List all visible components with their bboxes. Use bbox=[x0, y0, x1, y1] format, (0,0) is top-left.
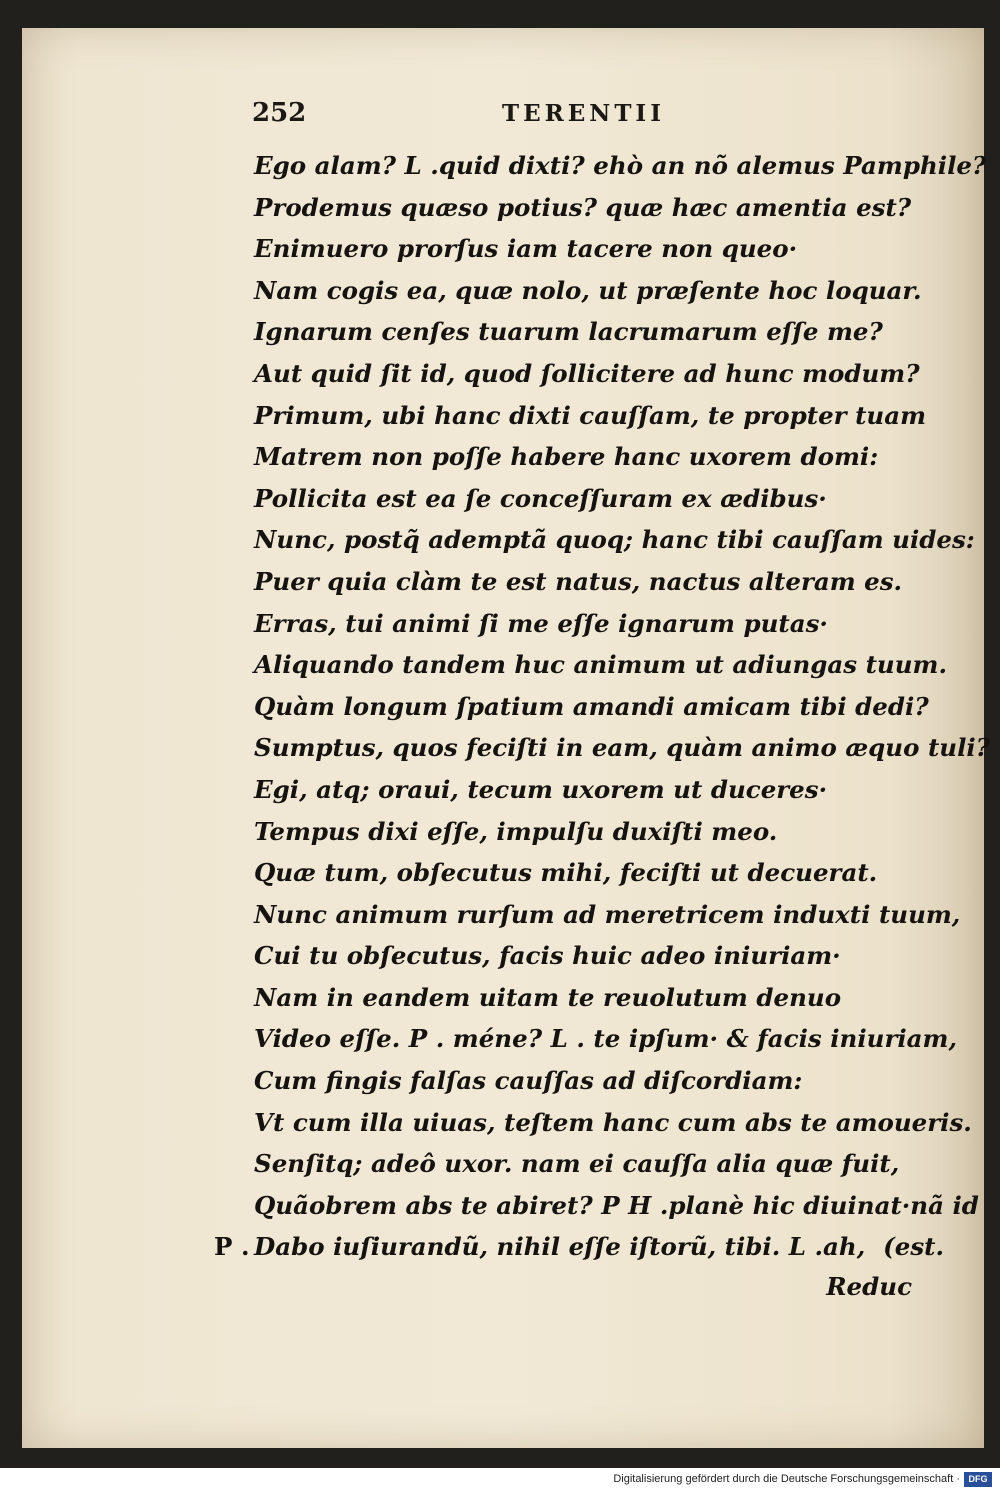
verse-text: Aliquando tandem huc animum ut adiungas tuum. bbox=[254, 650, 948, 680]
verse-text: Ego alam? L .quid dixti? ehò an nõ alemus Pamphile? bbox=[254, 151, 987, 180]
speaker-label bbox=[214, 228, 254, 270]
verse-line bbox=[214, 1143, 944, 1185]
verse-text: Tempus dixi eſſe, impulſu duxiſti meo. bbox=[254, 816, 778, 846]
speaker-label bbox=[214, 894, 254, 936]
verse-text: Nam cogis ea, quæ nolo, ut præſente hoc loquar. bbox=[254, 275, 922, 305]
verse-line bbox=[214, 1226, 944, 1268]
verse-line bbox=[214, 1185, 979, 1227]
speaker-label bbox=[214, 561, 254, 603]
verse-text: Matrem non poſſe habere hanc uxorem domi: bbox=[254, 442, 879, 472]
speaker-label bbox=[214, 519, 254, 561]
verse-text: Puer quia clàm te est natus, nactus alteram es. bbox=[254, 566, 903, 596]
catchword: Reduc bbox=[826, 1272, 912, 1301]
speaker-label bbox=[214, 727, 254, 769]
verse-line bbox=[214, 311, 944, 353]
speaker-label: P . bbox=[214, 1232, 250, 1262]
verse-text: Erras, tui animi ſi me eſſe ignarum putas· bbox=[254, 608, 828, 638]
speaker-label bbox=[214, 270, 254, 312]
verse-line bbox=[214, 769, 944, 811]
verse-text: Nunc animum rurſum ad meretricem induxti tuum, bbox=[254, 899, 961, 929]
speaker-label bbox=[214, 769, 254, 811]
verse-line bbox=[214, 977, 944, 1019]
verse-text: Video eſſe. P . méne? L . te ipſum· & facis iniuriam, bbox=[254, 1024, 958, 1054]
verse-text: Egi, atq; oraui, tecum uxorem ut duceres· bbox=[254, 774, 828, 804]
verse-text: Quàm longum ſpatium amandi amicam tibi dedi? bbox=[254, 691, 929, 721]
verse-line bbox=[214, 1018, 958, 1060]
speaker-label bbox=[214, 395, 254, 437]
verse-line bbox=[214, 1102, 972, 1144]
verse-line bbox=[214, 436, 944, 478]
verse-line bbox=[214, 519, 975, 561]
footer-bar bbox=[0, 1468, 1000, 1492]
funding-credit: Digitalisierung gefördert durch die Deutsche Forschungsgemeinschaft · bbox=[613, 1473, 960, 1485]
verse-text: Primum, ubi hanc dixti cauſſam, te propter tuam bbox=[254, 400, 927, 430]
verse-line bbox=[214, 852, 944, 894]
verse-text: Sumptus, quos feciſti in eam, quàm animo æquo tuli? bbox=[254, 733, 991, 763]
verse-text: Vt cum illa uiuas, teſtem hanc cum abs te amoueris. bbox=[254, 1107, 972, 1137]
speaker-label bbox=[214, 1018, 254, 1060]
verse-line bbox=[214, 935, 944, 977]
speaker-label bbox=[214, 977, 254, 1019]
verse-text: Quæ tum, obſecutus mihi, feciſti ut decuerat. bbox=[254, 858, 878, 888]
verse-text: Cum fingis falſas cauſſas ad diſcordiam: bbox=[254, 1066, 803, 1096]
verse-line bbox=[214, 561, 944, 603]
verse-line bbox=[214, 353, 944, 395]
verse-line bbox=[214, 894, 961, 936]
speaker-label bbox=[214, 1185, 254, 1227]
speaker-label bbox=[214, 603, 254, 645]
verse-text: Nam in eandem uitam te reuolutum denuo bbox=[254, 982, 842, 1012]
verse-text-turnover: (est. bbox=[883, 1232, 944, 1262]
speaker-label bbox=[214, 1143, 254, 1185]
verse-text bbox=[254, 1226, 944, 1268]
speaker-label bbox=[214, 478, 254, 520]
speaker-label bbox=[214, 852, 254, 894]
speaker-label bbox=[214, 1102, 254, 1144]
speaker-label bbox=[214, 1060, 254, 1102]
verse-line bbox=[214, 145, 987, 187]
verse-line bbox=[214, 811, 944, 853]
speaker-label bbox=[214, 935, 254, 977]
verse-line bbox=[214, 187, 944, 229]
speaker-label bbox=[214, 811, 254, 853]
running-title: TERENTII bbox=[502, 100, 665, 127]
page-header bbox=[252, 98, 952, 138]
page-number: 252 bbox=[252, 98, 307, 128]
speaker-label bbox=[214, 311, 254, 353]
verse-line bbox=[214, 228, 944, 270]
verse-text: Enimuero prorſus iam tacere non queo· bbox=[254, 234, 798, 264]
speaker-label bbox=[214, 145, 254, 187]
speaker-label bbox=[214, 686, 254, 728]
verse-text: Prodemus quæso potius? quæ hæc amentia est? bbox=[254, 192, 912, 222]
verse-text: Quãobrem abs te abiret? P H .planè hic diuinat·nã id bbox=[254, 1190, 979, 1220]
verse-text: Pollicita est ea ſe conceſſuram ex ædibus· bbox=[254, 483, 827, 513]
verse-line bbox=[214, 603, 944, 645]
verse-text: Aut quid ſit id, quod ſollicitere ad hunc modum? bbox=[254, 358, 920, 388]
verse-line bbox=[214, 727, 991, 769]
verse-text: Cui tu obſecutus, facis huic adeo iniuriam· bbox=[254, 941, 841, 971]
verse-line bbox=[214, 686, 944, 728]
verse-text: Ignarum cenſes tuarum lacrumarum eſſe me? bbox=[254, 317, 883, 347]
verse-text: Senſitq; adeô uxor. nam ei cauſſa alia quæ fuit, bbox=[254, 1149, 900, 1179]
verse-line bbox=[214, 395, 944, 437]
speaker-label bbox=[214, 436, 254, 478]
verse-text-main: Dabo iuſiurandũ, nihil eſſe iſtorũ, tibi. L .ah, bbox=[254, 1232, 866, 1262]
speaker-label bbox=[214, 353, 254, 395]
speaker-label bbox=[214, 187, 254, 229]
verse-line bbox=[214, 1060, 944, 1102]
speaker-label bbox=[214, 644, 254, 686]
verse-text: Nunc, postq̃ ademptã quoq; hanc tibi cauſſam uides: bbox=[254, 525, 975, 555]
verse-line bbox=[214, 478, 944, 520]
verse-line bbox=[214, 270, 944, 312]
verse-line bbox=[214, 644, 948, 686]
verse-text-block bbox=[214, 145, 991, 1268]
dfg-logo-icon: DFG bbox=[964, 1472, 992, 1487]
